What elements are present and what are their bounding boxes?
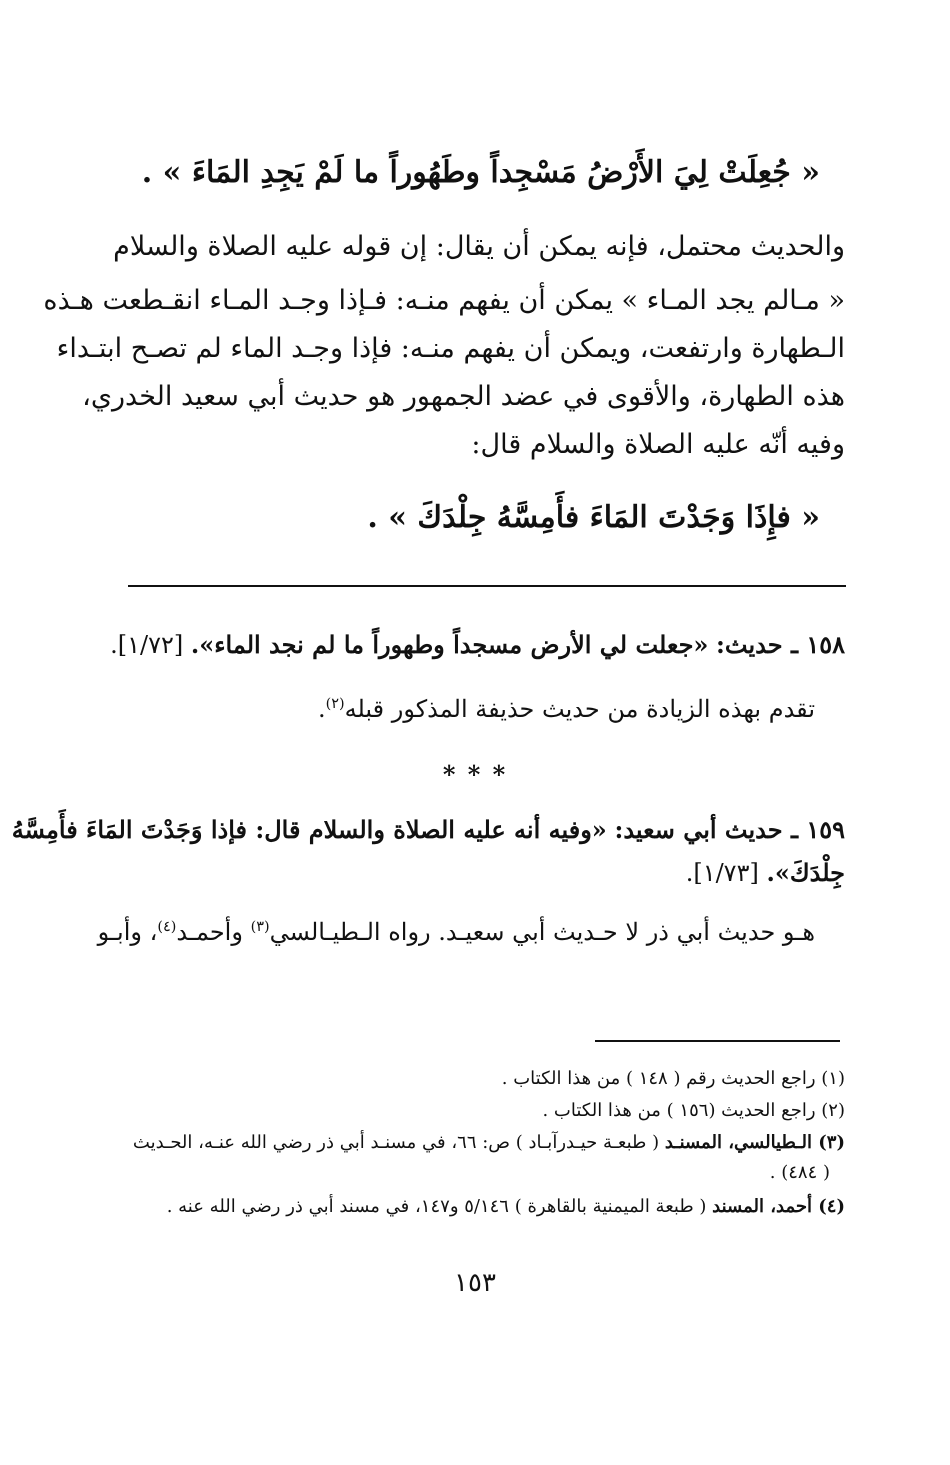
footnote-ref-3: (٣)	[250, 919, 270, 935]
entry-159-line-2	[125, 858, 845, 887]
footnote-4-source: (٤) أحمد، المسند	[712, 1196, 845, 1217]
paragraph-line-1: والحديث محتمل، فإنه يمكن أن يقال: إن قوله عليه الصلاة والسلام	[113, 231, 845, 262]
entry-158-ref: [١/٧٢].	[110, 631, 184, 659]
footnote-4-text: ( طبعة الميمنية بالقاهرة ) ٥/١٤٦ و١٤٧، في مسند أبي ذر رضي الله عنه .	[166, 1196, 713, 1217]
entry-159-text-cont: جِلْدَكَ».	[766, 858, 845, 887]
footnote-ref-4: (٤)	[157, 919, 177, 935]
footnote-3	[125, 1132, 845, 1153]
entry-159-text: «وفيه أنه عليه الصلاة والسلام قال: فإذا وَجَدْتَ المَاءَ فأَمِسَّهُ	[11, 815, 607, 844]
hadith-quote-2: « فإِذَا وَجَدْتَ المَاءَ فأَمِسَّهُ جِلْدَكَ » .	[367, 500, 820, 535]
entry-159-note-part2: وأحمـد	[176, 918, 251, 946]
paragraph-line-4: هذه الطهارة، والأقوى في عضد الجمهور هو حديث أبي سعيد الخدري،	[82, 381, 845, 412]
footnote-2: (٢) راجع الحديث (١٥٦ ) من هذا الكتاب .	[542, 1100, 845, 1121]
section-separator: * * *	[442, 760, 508, 789]
hadith-quote-1: « جُعِلَتْ لِيَ الأَرْضُ مَسْجِداً وطَهُوراً ما لَمْ يَجِدِ المَاءَ » .	[141, 155, 820, 190]
section-divider	[128, 585, 846, 587]
entry-159-note	[97, 918, 815, 946]
footnote-ref-2: (٢)	[325, 696, 345, 712]
footnote-3-source: (٣) الـطيالسي، المسنـد	[664, 1132, 845, 1153]
entry-158-note-text: تقدم بهذه الزيادة من حديث حذيفة المذكور قبله	[344, 695, 815, 723]
entry-158-text: «جعلت لي الأرض مسجداً وطهوراً ما لم نجد الماء».	[190, 630, 709, 659]
entry-158-note	[125, 695, 815, 723]
entry-159-line-1	[11, 815, 845, 844]
entry-159-label: ١٥٩ ـ حديث أبي سعيد:	[614, 815, 845, 844]
entry-158-note-end: .	[317, 695, 326, 723]
entry-159-note-part1: هـو حديث أبي ذر لا حـديث أبي سعيـد. رواه الـطيـالسي	[269, 918, 815, 946]
paragraph-line-5: وفيه أنّه عليه الصلاة والسلام قال:	[471, 429, 845, 460]
paragraph-line-2: « مـالم يجد المـاء » يمكن أن يفهم منـه: فـإذا وجـد المـاء انقـطعت هـذه	[43, 285, 845, 316]
page-number: ١٥٣	[454, 1268, 496, 1298]
footnote-1: (١) راجع الحديث رقم ( ١٤٨ ) من هذا الكتاب .	[501, 1068, 845, 1089]
footnote-divider	[595, 1040, 840, 1042]
footnote-3-text: ( طبعـة حيـدرآبـاد ) ص: ٦٦، في مسنـد أبي ذر رضي الله عنـه، الحـديث	[132, 1132, 665, 1153]
footnote-3-continued: ( ٤٨٤) .	[769, 1162, 830, 1183]
entry-158-label: ١٥٨ ـ حديث:	[716, 630, 845, 659]
entry-159-note-part3: ، وأبـو	[97, 918, 158, 946]
paragraph-line-3: الـطهارة وارتفعت، ويمكن أن يفهم منـه: فإذا وجـد الماء لم تصـح ابتـداء	[56, 333, 845, 364]
footnote-4	[125, 1196, 845, 1217]
entry-158	[110, 630, 845, 659]
entry-159-ref: [١/٧٣].	[685, 859, 759, 887]
